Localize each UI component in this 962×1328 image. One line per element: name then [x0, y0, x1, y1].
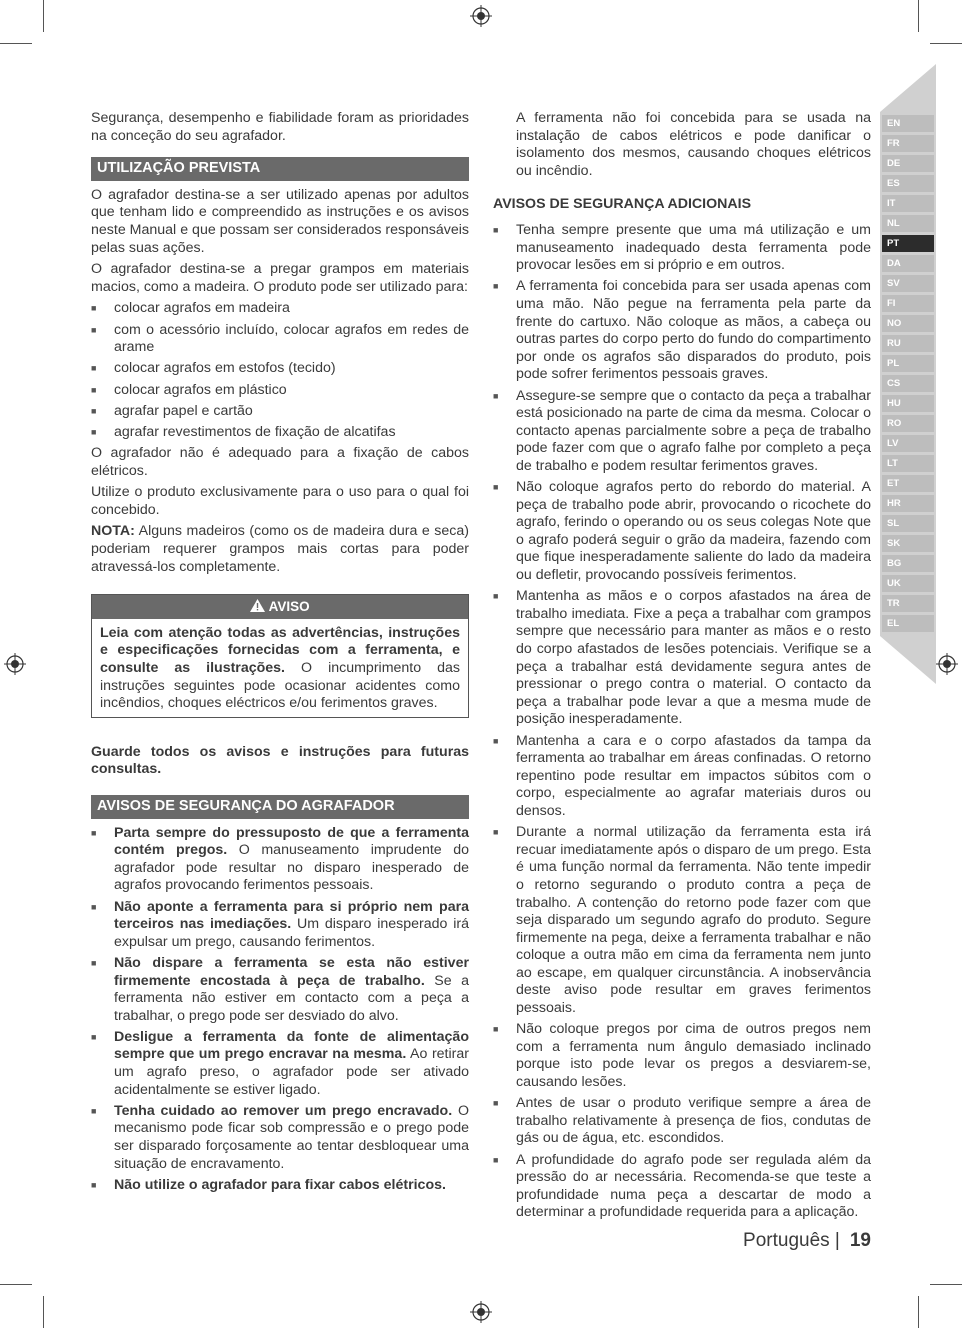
- right-column: [493, 110, 871, 1226]
- registration-mark-icon: [936, 653, 958, 675]
- crop-mark: [930, 1284, 962, 1285]
- language-tab-pl[interactable]: PL: [882, 355, 934, 372]
- language-tab-fi[interactable]: FI: [882, 295, 934, 312]
- language-tab-pt[interactable]: PT: [882, 235, 934, 252]
- item-text: Um disparo inesperado irá expulsar um prego, causando ferimentos.: [114, 916, 469, 950]
- paragraph: O agrafador não é adequado para a fixação de cabos elétricos.: [91, 445, 469, 479]
- item-bold: Não utilize o agrafador para fixar cabos elétricos.: [114, 1176, 446, 1193]
- item-bold: Desligue a ferramenta da fonte de alimentação sempre que um prego encravar na mesma.: [114, 1028, 469, 1063]
- list-item: ■ colocar agrafos em madeira: [91, 300, 469, 318]
- item-text: O mecanismo pode ficar sob compressão e o prego pode ser disparado forçosamente ao tentar desbloquear uma situação de encravamento.: [114, 1102, 470, 1172]
- language-tab-tr[interactable]: TR: [882, 595, 934, 612]
- language-tab-no[interactable]: NO: [882, 315, 934, 332]
- list-item: [91, 825, 469, 895]
- list-item: [91, 899, 469, 952]
- list-item: ■ Antes de usar o produto verifique sempre a área de trabalho relativamente à presença de fios, condutas de gás ou de água, etc. escondidos.: [493, 1095, 871, 1148]
- language-tab-ru[interactable]: RU: [882, 335, 934, 352]
- continued-paragraph: A ferramenta não foi concebida para se usada na instalação de cabos elétricos e pode danificar o isolamento dos mesmos, causando choques elétricos ou incêndio.: [516, 110, 871, 179]
- language-tab-en[interactable]: EN: [882, 115, 934, 132]
- language-tab-sk[interactable]: SK: [882, 535, 934, 552]
- registration-mark-icon: [470, 1301, 492, 1323]
- list-item: ■ Mantenha as mãos e o corpos afastados na área de trabalho imediata. Fixe a peça a trabalhar com grampos sempre que necessário para manter as mãos e o resto do corpo afastados de lesões potenciais. Verifique se a peça a trabalhar está devidamente segura antes de pressionar o prego contra o material. O contacto da peça a trabalhar pode levar a que a mesma mude de posição inesperadamente.: [493, 588, 871, 729]
- list-item: ■ agrafar revestimentos de fixação de alcatifas: [91, 424, 469, 442]
- item-text: Ao retirar um agrafo preso, o agrafador pode ser ativado acidentalmente se estiver ligado.: [114, 1046, 469, 1098]
- item-bold: Não dispare a ferramenta se esta não estiver firmemente encostada à peça de trabalho.: [114, 954, 469, 989]
- language-tab-sl[interactable]: SL: [882, 515, 934, 532]
- paragraph: Utilize o produto exclusivamente para o uso para o qual foi concebido.: [91, 484, 469, 518]
- item-text: Se a ferramenta não estiver em contacto com a peça a trabalhar, o prego pode ser desviado do alvo.: [114, 972, 469, 1024]
- language-tab-lv[interactable]: LV: [882, 435, 934, 452]
- list-item: ■ com o acessório incluído, colocar agrafos em redes de arame: [91, 322, 469, 357]
- warning-bold-text: Leia com atenção todas as advertências, instruções e especificações fornecidas com a ferramenta, e consulte as ilustrações.: [100, 624, 460, 676]
- keep-instructions: Guarde todos os avisos e instruções para futuras consultas.: [91, 743, 469, 778]
- intro-paragraph: Segurança, desempenho e fiabilidade foram as prioridades na conceção do seu agrafador.: [91, 110, 469, 144]
- list-item: ■ Mantenha a cara e o corpo afastados da tampa da ferramenta ao trabalhar em áreas confinadas. O retorno repentino pode resultar em impactos súbitos com o corpo, especialmente ao agrafar materiais duros ou densos.: [493, 733, 871, 821]
- language-tab-sv[interactable]: SV: [882, 275, 934, 292]
- list-item: [91, 955, 469, 1025]
- warning-title: AVISO: [268, 599, 310, 615]
- language-tab-fr[interactable]: FR: [882, 135, 934, 152]
- language-tab-de[interactable]: DE: [882, 155, 934, 172]
- registration-mark-icon: [470, 5, 492, 27]
- language-tab-cs[interactable]: CS: [882, 375, 934, 392]
- crop-mark: [930, 43, 962, 44]
- language-tab-nl[interactable]: NL: [882, 215, 934, 232]
- stapler-safety-list: [91, 825, 469, 1195]
- language-tab-da[interactable]: DA: [882, 255, 934, 272]
- list-item: ■ A profundidade do agrafo pode ser regulada além da pressão do ar necessária. Recomenda-se que teste a profundidade numa peça a descartar de modo a determinar a profundidade requerida para a aplicação.: [493, 1152, 871, 1222]
- warning-header: [92, 595, 468, 619]
- list-item: ■ Não coloque agrafos perto do rebordo do material. A peça de trabalho pode abrir, provocando o ricochete do agrafo, ferindo o operando ou os seus colegas Note que o agrafo poderá seguir o grão da madeira, fazendo com que fique inesperadamente saliente do lado da madeira ou defletir, provocando possíveis ferimentos.: [493, 479, 871, 585]
- language-tab-et[interactable]: ET: [882, 475, 934, 492]
- footer-language: Português |: [743, 1230, 840, 1251]
- list-item: ■ agrafar papel e cartão: [91, 403, 469, 421]
- warning-box: [91, 594, 469, 718]
- list-item: ■ colocar agrafos em plástico: [91, 382, 469, 400]
- crop-mark: [918, 0, 919, 32]
- list-item: ■ Durante a normal utilização da ferramenta esta irá recuar imediatamente após o disparo de um prego. Esta é uma função normal da ferramenta. Não tente impedir o retorno segurando o produto contra a peça de trabalho. A contenção do retorno pode fazer com que seja disparado um segundo agrafo do produto. Segure firmemente na pega, deixe a ferramenta trabalhar e não coloque a outra mão em cima da ferramenta nem junto ao escape, em qualquer circunstância. A inobservância deste aviso pode resultar em graves ferimentos pessoais.: [493, 824, 871, 1018]
- section-title-additional-safety: AVISOS DE SEGURANÇA ADICIONAIS: [493, 196, 752, 213]
- registration-mark-icon: [4, 653, 26, 675]
- crop-mark: [0, 1284, 32, 1285]
- left-column: [91, 110, 469, 1198]
- language-tab-lt[interactable]: LT: [882, 455, 934, 472]
- language-tab-bg[interactable]: BG: [882, 555, 934, 572]
- warning-body: [92, 619, 468, 717]
- intended-use-list: [91, 300, 469, 441]
- language-tabs: [880, 64, 936, 684]
- item-bold: Tenha cuidado ao remover um prego encravado.: [114, 1102, 453, 1119]
- language-tab-hu[interactable]: HU: [882, 395, 934, 412]
- list-item: [91, 1103, 469, 1173]
- crop-mark: [43, 1296, 44, 1328]
- list-item: ■ Tenha sempre presente que uma má utilização e um manuseamento inadequado desta ferramenta pode provocar lesões em si próprio e em outros.: [493, 222, 871, 275]
- note-label: NOTA:: [91, 523, 135, 540]
- list-item: [91, 1029, 469, 1099]
- page-number: 19: [849, 1230, 871, 1251]
- list-item: [91, 1177, 469, 1195]
- paragraph: O agrafador destina-se a pregar grampos em materiais macios, como a madeira. O produto pode ser utilizado para:: [91, 261, 469, 295]
- crop-mark: [43, 0, 44, 32]
- language-tab-es[interactable]: ES: [882, 175, 934, 192]
- item-text: O manuseamento imprudente do agrafador pode resultar no disparo inesperado de agrafos provocando ferimentos pessoais.: [114, 842, 470, 894]
- item-bold: Parta sempre do pressuposto de que a ferramenta contém pregos.: [114, 824, 469, 859]
- warning-text: O incumprimento das instruções seguintes pode ocasionar acidentes como incêndios, choques eléctricos e/ou ferimentos graves.: [100, 660, 461, 712]
- warning-triangle-icon: [250, 599, 265, 612]
- crop-mark: [0, 43, 32, 44]
- paragraph: O agrafador destina-se a ser utilizado apenas por adultos que tenham lido e compreendido as instruções e os avisos neste Manual e que possam ser considerados responsáveis pelas suas ações.: [91, 186, 469, 256]
- language-tab-ro[interactable]: RO: [882, 415, 934, 432]
- crop-mark: [918, 1296, 919, 1328]
- section-title-intended-use: UTILIZAÇÃO PREVISTA: [91, 157, 469, 181]
- page-footer: [743, 1230, 871, 1252]
- list-item: ■ colocar agrafos em estofos (tecido): [91, 360, 469, 378]
- list-item: ■ A ferramenta foi concebida para ser usada apenas com uma mão. Não pegue na ferramenta pela parte da frente do cartuxo. Não coloque as mãos, a cabeça ou outras partes do corpo perto do fundo do compartimento por onde os agrafos são disparados do produto, pois pode sofrer ferimentos pessoais graves.: [493, 278, 871, 384]
- item-bold: Não aponte a ferramenta para si próprio nem para terceiros nas imediações.: [114, 898, 469, 933]
- additional-safety-list: [493, 222, 871, 1222]
- language-tab-hr[interactable]: HR: [882, 495, 934, 512]
- note-text: Alguns madeiros (como os de madeira dura e seca) poderiam requerer grampos mais cortas para poder atravessá-los completamente.: [91, 523, 469, 575]
- note-paragraph: [91, 523, 469, 576]
- language-tab-uk[interactable]: UK: [882, 575, 934, 592]
- language-tab-el[interactable]: EL: [882, 615, 934, 632]
- list-item: ■ Não coloque pregos por cima de outros pregos nem com a ferramenta num ângulo demasiado inclinado porque isto pode levar os pregos a desviarem-se, causando lesões.: [493, 1021, 871, 1091]
- section-title-stapler-safety: AVISOS DE SEGURANÇA DO AGRAFADOR: [91, 795, 469, 819]
- language-tab-it[interactable]: IT: [882, 195, 934, 212]
- list-item: ■ Assegure-se sempre que o contacto da peça a trabalhar está posicionado na parte de cima da mesma. Colocar o contacto apenas parcialmente sobre a peça de trabalho pode fazer com que o agrafo falhe por completo a peça de trabalho e podem resultar ferimentos graves.: [493, 388, 871, 476]
